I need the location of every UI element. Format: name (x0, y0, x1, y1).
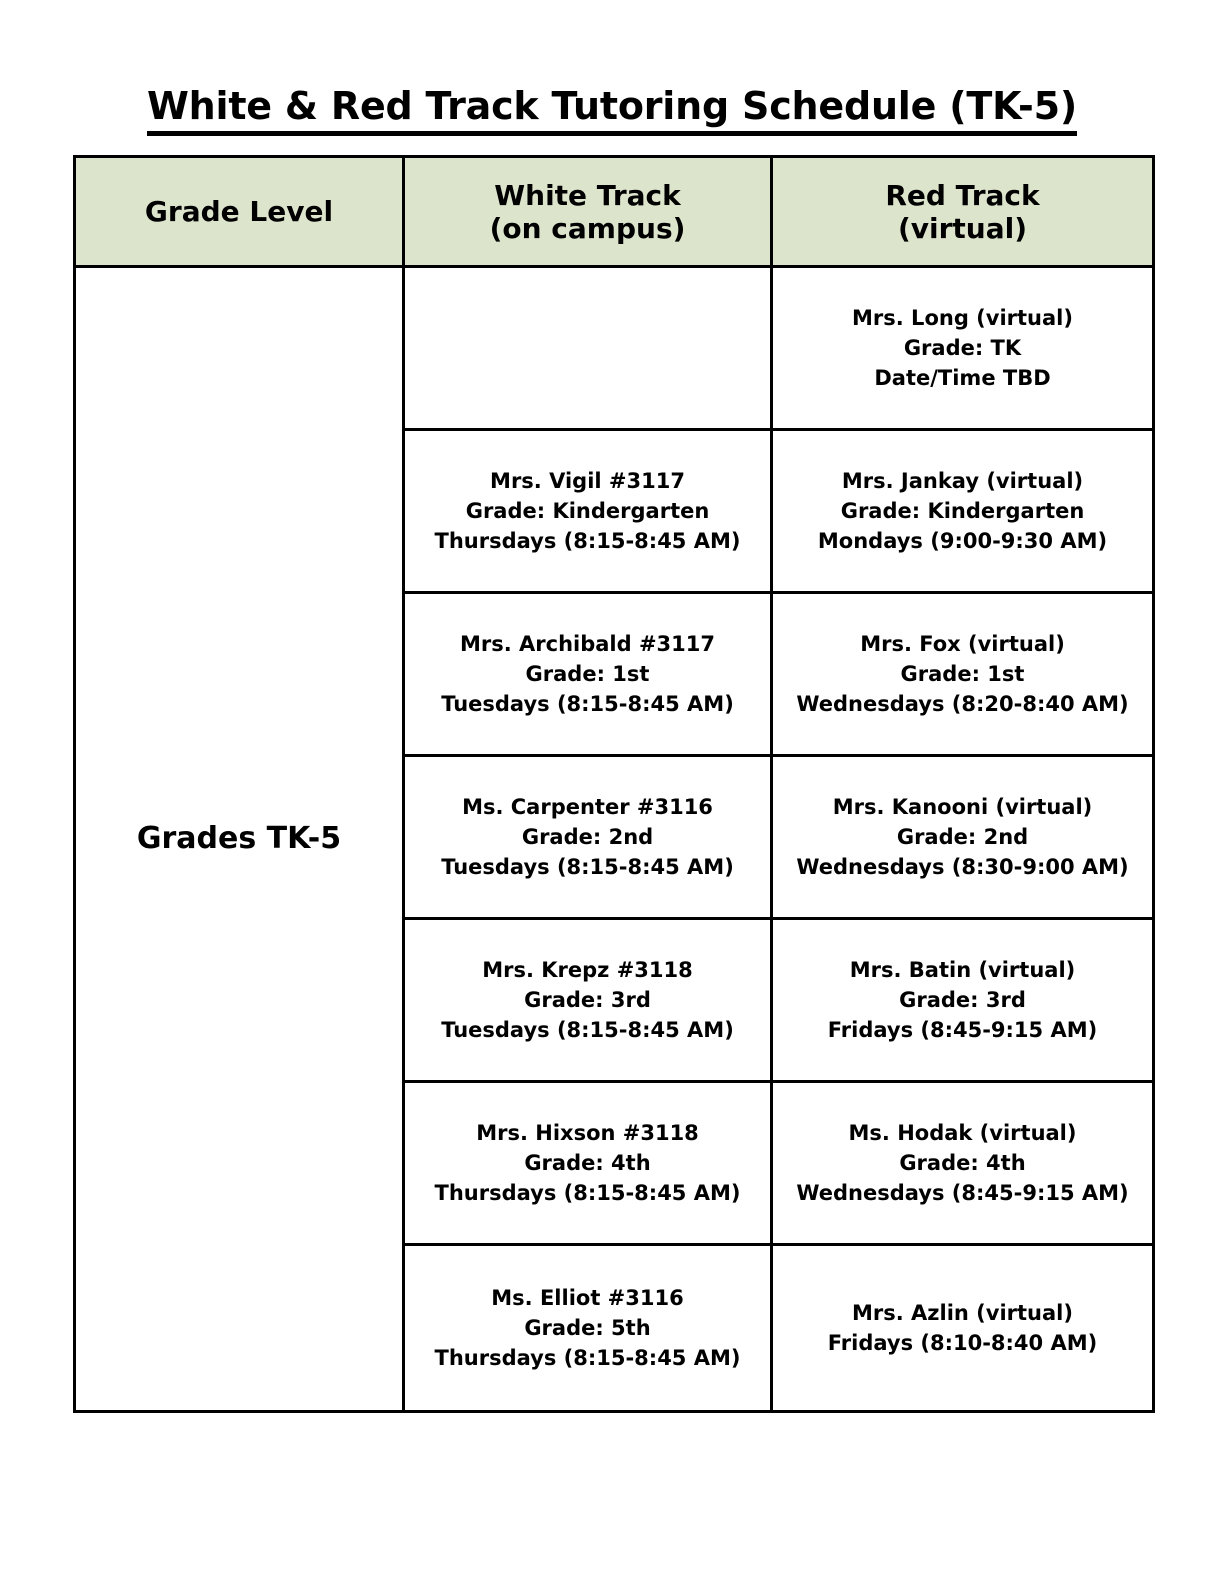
white-track-cell-line2: Grade: 4th (524, 1151, 651, 1175)
white-track-cell (404, 1245, 772, 1412)
red-track-cell-line2: Grade: 1st (900, 662, 1025, 686)
red-track-cell-line2: Fridays (8:10-8:40 AM) (827, 1331, 1098, 1355)
red-track-cell-line3: Wednesdays (8:45-9:15 AM) (796, 1181, 1129, 1205)
table-row (75, 267, 1154, 430)
white-track-cell (404, 430, 772, 593)
tutoring-schedule-table (73, 155, 1155, 1413)
red-track-cell (772, 430, 1154, 593)
red-track-cell-line1: Ms. Hodak (virtual) (848, 1121, 1077, 1145)
red-track-cell-line1: Mrs. Azlin (virtual) (852, 1301, 1073, 1325)
white-track-cell (404, 756, 772, 919)
red-track-cell-line3: Fridays (8:45-9:15 AM) (827, 1018, 1098, 1042)
white-track-cell-line1: Mrs. Krepz #3118 (482, 958, 693, 982)
red-track-cell-line1: Mrs. Fox (virtual) (860, 632, 1065, 656)
red-track-cell-line3: Date/Time TBD (874, 366, 1051, 390)
grade-level-merged-cell: Grades TK-5 (75, 267, 404, 1412)
white-track-cell-line1: Ms. Elliot #3116 (491, 1286, 684, 1310)
column-header-red-track (772, 157, 1154, 267)
white-track-cell-line3: Thursdays (8:15-8:45 AM) (434, 1346, 741, 1370)
red-track-cell-line1: Mrs. Batin (virtual) (849, 958, 1076, 982)
white-track-cell (404, 267, 772, 430)
white-track-cell-line2: Grade: 2nd (521, 825, 654, 849)
red-track-cell-line2: Grade: 3rd (899, 988, 1026, 1012)
column-header-red-track-line1: Red Track (885, 178, 1040, 212)
red-track-cell (772, 267, 1154, 430)
red-track-cell (772, 593, 1154, 756)
white-track-cell-line1: Mrs. Vigil #3117 (490, 469, 685, 493)
red-track-cell-line3: Wednesdays (8:20-8:40 AM) (796, 692, 1129, 716)
white-track-cell (404, 919, 772, 1082)
white-track-cell-line3: Thursdays (8:15-8:45 AM) (434, 1181, 741, 1205)
red-track-cell-line2: Grade: Kindergarten (840, 499, 1085, 523)
white-track-cell (404, 1082, 772, 1245)
red-track-cell-line2: Grade: 4th (899, 1151, 1026, 1175)
column-header-white-track (404, 157, 772, 267)
table-header (75, 157, 1154, 267)
red-track-cell-line3: Wednesdays (8:30-9:00 AM) (796, 855, 1129, 879)
column-header-white-track-line1: White Track (494, 178, 681, 212)
red-track-cell (772, 919, 1154, 1082)
white-track-cell-line3: Thursdays (8:15-8:45 AM) (434, 529, 741, 553)
column-header-red-track-line2: (virtual) (897, 211, 1028, 245)
red-track-cell (772, 756, 1154, 919)
white-track-cell-line3: Tuesdays (8:15-8:45 AM) (441, 692, 734, 716)
white-track-cell-line1: Mrs. Archibald #3117 (459, 632, 716, 656)
red-track-cell (772, 1082, 1154, 1245)
red-track-cell-line2: Grade: 2nd (896, 825, 1029, 849)
white-track-cell-line2: Grade: Kindergarten (465, 499, 710, 523)
page-title: White & Red Track Tutoring Schedule (TK-5) (147, 83, 1077, 136)
white-track-cell-line2: Grade: 5th (524, 1316, 651, 1340)
white-track-cell-line2: Grade: 1st (525, 662, 650, 686)
red-track-cell-line1: Mrs. Kanooni (virtual) (832, 795, 1093, 819)
column-header-white-track-line2: (on campus) (489, 211, 686, 245)
red-track-cell-line1: Mrs. Long (virtual) (852, 306, 1073, 330)
white-track-cell-line2: Grade: 3rd (524, 988, 651, 1012)
table-header-row (75, 157, 1154, 267)
table-body (75, 267, 1154, 1412)
white-track-cell (404, 593, 772, 756)
white-track-cell-line1: Ms. Carpenter #3116 (462, 795, 713, 819)
red-track-cell (772, 1245, 1154, 1412)
title-container (0, 58, 1224, 162)
column-header-grade-level-line1: Grade Level (144, 195, 334, 228)
white-track-cell-line1: Mrs. Hixson #3118 (476, 1121, 699, 1145)
red-track-cell-line2: Grade: TK (903, 336, 1022, 360)
column-header-grade-level (75, 157, 404, 267)
white-track-cell-line3: Tuesdays (8:15-8:45 AM) (441, 855, 734, 879)
red-track-cell-line3: Mondays (9:00-9:30 AM) (817, 529, 1108, 553)
red-track-cell-line1: Mrs. Jankay (virtual) (841, 469, 1084, 493)
white-track-cell-line3: Tuesdays (8:15-8:45 AM) (441, 1018, 734, 1042)
